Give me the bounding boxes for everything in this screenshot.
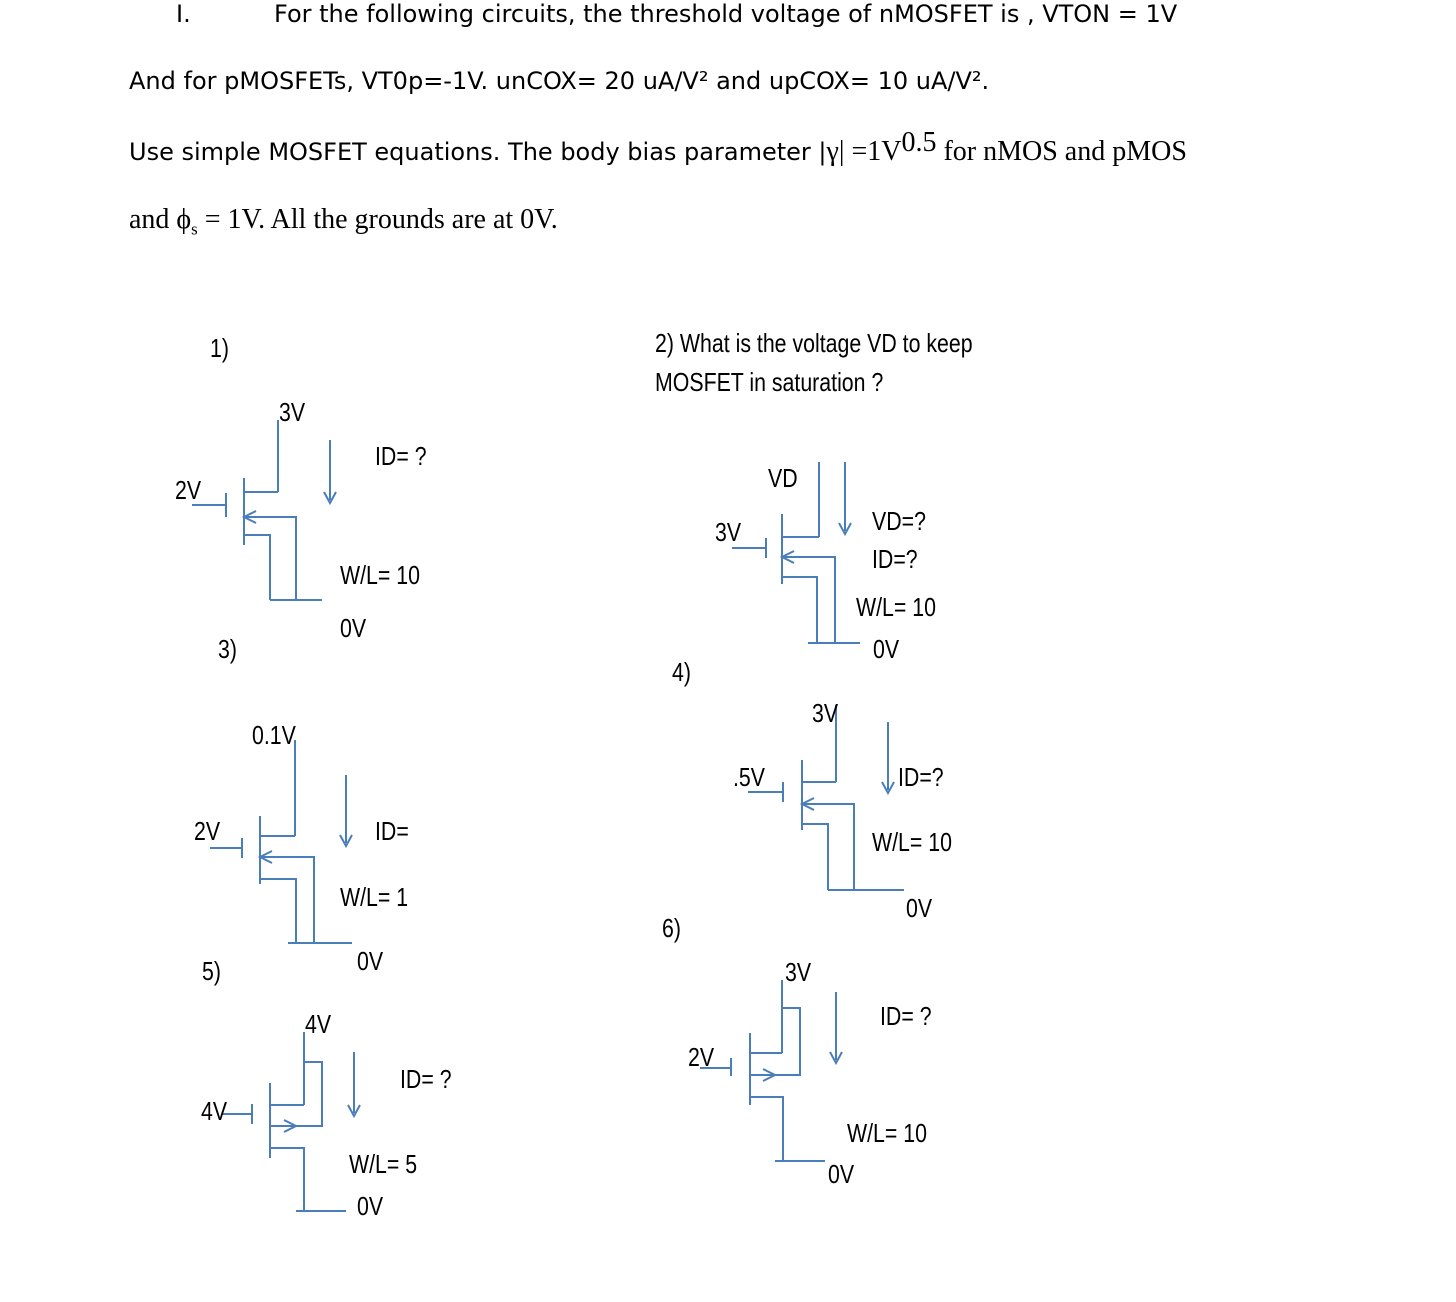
- intro-line-3-exp: 0.5: [901, 127, 937, 158]
- circuit-2-gate-voltage: 3V: [715, 517, 742, 547]
- circuit-1-mosfet: [192, 420, 336, 600]
- circuit-2-number: 2): [655, 328, 674, 358]
- section-numeral: I.: [176, 0, 191, 28]
- circuit-5-supply-voltage: 4V: [305, 1009, 332, 1039]
- circuit-2-wl: W/L= 10: [856, 592, 937, 622]
- circuit-4-current: ID=?: [898, 762, 944, 792]
- circuit-2-question-line-1: What is the voltage VD to keep: [679, 328, 973, 358]
- circuit-1-gate-voltage: 2V: [175, 475, 202, 505]
- circuit-3-ground: 0V: [357, 946, 384, 976]
- intro-line-1: For the following circuits, the threshold voltage of nMOSFET is , VTON = 1V: [274, 0, 1178, 28]
- intro-line-2: And for pMOSFETs, VT0p=-1V. unCOX= 20 uA/V² and upCOX= 10 uA/V².: [129, 67, 990, 95]
- intro-line-3-a: Use simple MOSFET equations. The body bias parameter |: [129, 138, 827, 166]
- gamma-symbol: γ: [826, 136, 839, 167]
- circuit-5-number: 5): [202, 956, 221, 986]
- circuit-2-question: [655, 328, 973, 359]
- circuit-6-wl: W/L= 10: [847, 1118, 928, 1148]
- circuit-1-wl: W/L= 10: [340, 560, 421, 590]
- circuit-6-mosfet: [700, 980, 842, 1161]
- circuit-5-mosfet: [222, 1032, 360, 1211]
- circuit-5-current: ID= ?: [400, 1064, 452, 1094]
- intro-line-4-sub: s: [191, 219, 198, 239]
- circuit-2-drain-voltage: VD: [768, 463, 798, 493]
- circuit-4-wl: W/L= 10: [872, 827, 953, 857]
- intro-line-3-c: for nMOS and pMOS: [936, 136, 1187, 167]
- circuit-5-ground: 0V: [357, 1191, 384, 1221]
- circuit-4-supply-voltage: 3V: [812, 698, 839, 728]
- circuit-2-vd-question: VD=?: [872, 506, 926, 536]
- intro-line-4-b: = 1V. All the grounds are at 0V.: [197, 204, 558, 235]
- circuit-1-number: 1): [210, 333, 229, 363]
- intro-line-3-b: | =1V: [838, 136, 902, 167]
- intro-line-4-a: and ϕ: [129, 204, 192, 235]
- circuit-3-current: ID=: [375, 816, 409, 846]
- circuit-4-number: 4): [672, 657, 691, 687]
- circuit-6-gate-voltage: 2V: [688, 1042, 715, 1072]
- circuit-6-supply-voltage: 3V: [785, 957, 812, 987]
- circuit-3-number: 3): [218, 634, 237, 664]
- circuit-1-current: ID= ?: [375, 441, 427, 471]
- circuit-5-gate-voltage: 4V: [201, 1096, 228, 1126]
- circuit-6-ground: 0V: [828, 1159, 855, 1189]
- circuit-1-supply-voltage: 3V: [279, 397, 306, 427]
- circuit-5-wl: W/L= 5: [349, 1149, 418, 1179]
- circuit-1-ground: 0V: [340, 613, 367, 643]
- circuit-3-gate-voltage: 2V: [194, 816, 221, 846]
- circuit-2-ground: 0V: [873, 634, 900, 664]
- circuit-4-mosfet: [748, 705, 904, 890]
- circuit-3-supply-voltage: 0.1V: [252, 720, 296, 750]
- circuit-4-ground: 0V: [906, 893, 933, 923]
- circuit-3-wl: W/L= 1: [340, 882, 409, 912]
- circuit-6-number: 6): [662, 913, 681, 943]
- circuit-2-current: ID=?: [872, 544, 918, 574]
- circuit-3-mosfet: [210, 740, 352, 943]
- circuit-6-current: ID= ?: [880, 1001, 932, 1031]
- circuit-2-question-line-2: MOSFET in saturation ?: [655, 367, 884, 397]
- circuit-4-gate-voltage: .5V: [733, 762, 766, 792]
